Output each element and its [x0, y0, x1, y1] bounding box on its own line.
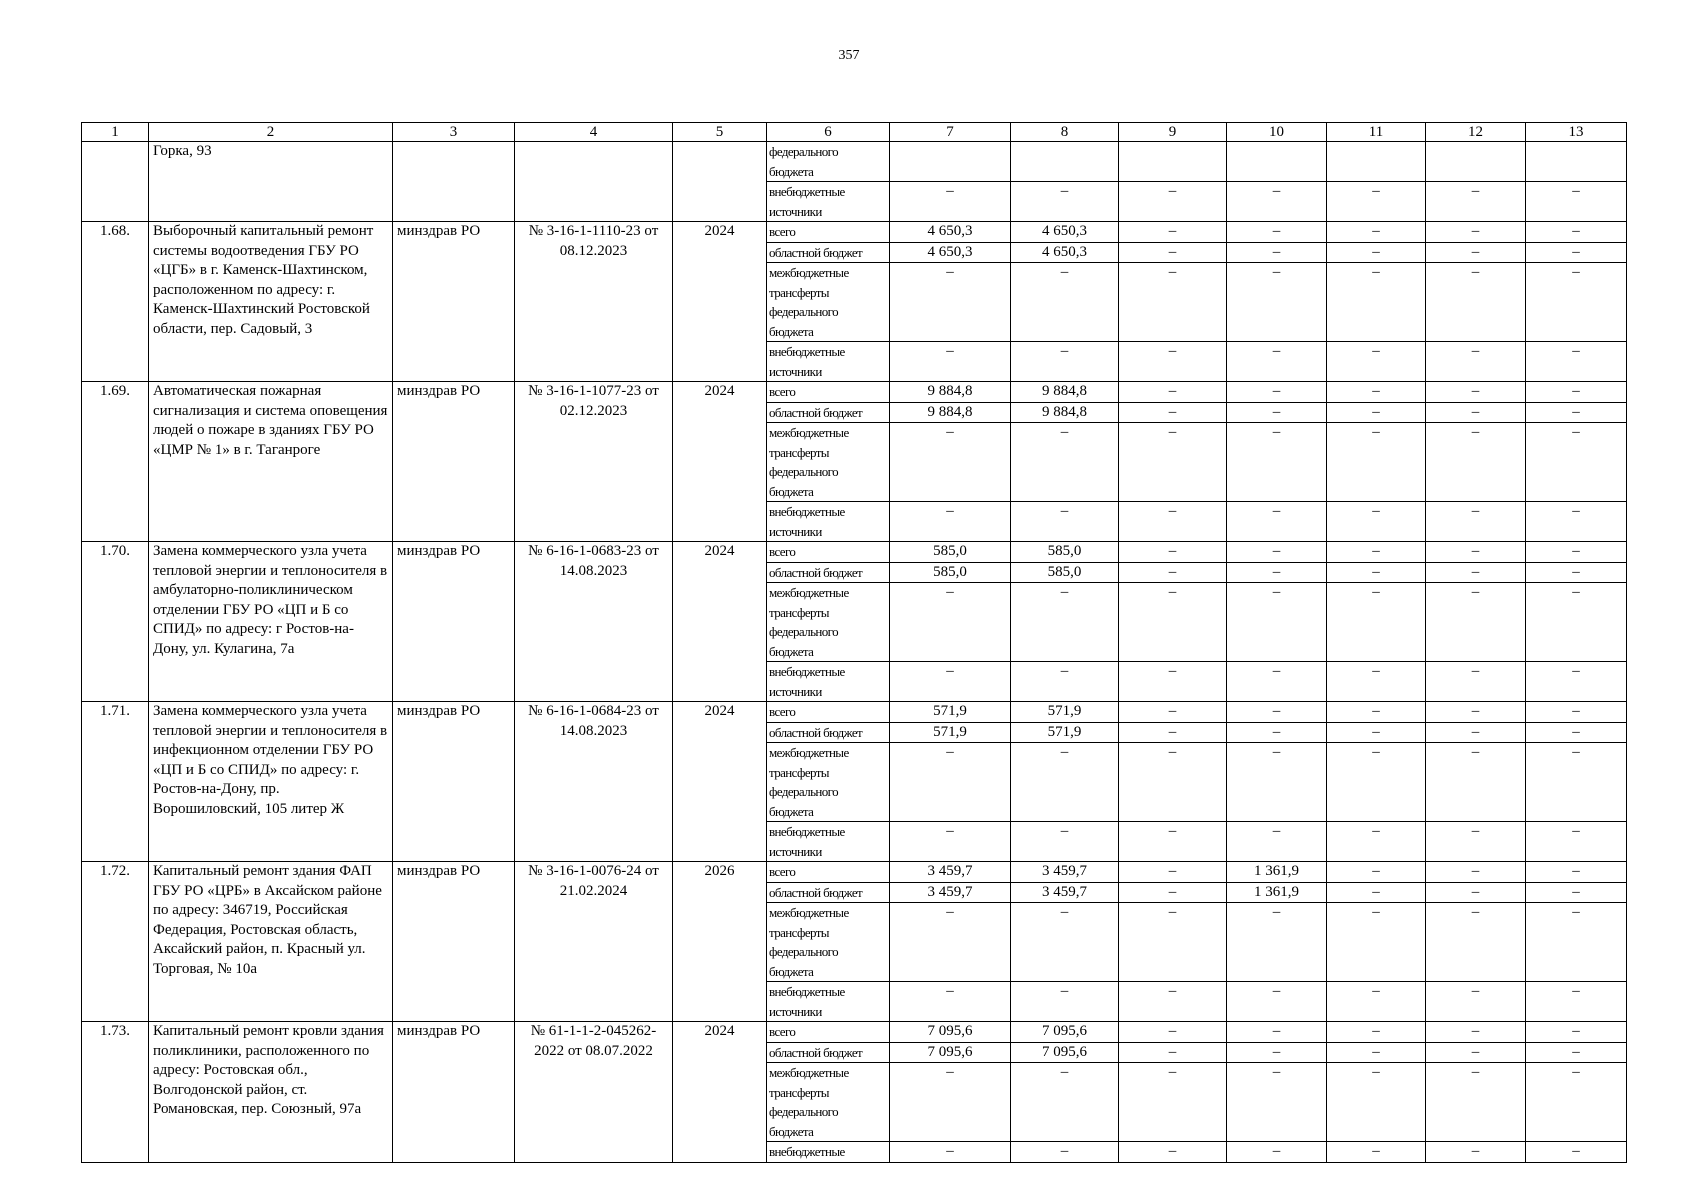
value-cell: –	[890, 182, 1011, 222]
value-cell: –	[1426, 182, 1526, 222]
value-cell: –	[1526, 342, 1627, 382]
table-row	[82, 222, 1627, 243]
funding-source: межбюджетные трансферты федерального бюджета	[767, 583, 890, 662]
value-cell: –	[1227, 542, 1327, 563]
table-body	[82, 123, 1627, 1163]
value-cell: –	[1327, 882, 1426, 903]
value-cell: –	[1426, 402, 1526, 423]
expertise-doc	[515, 142, 673, 222]
value-cell: –	[1227, 583, 1327, 662]
value-cell: –	[1119, 702, 1227, 723]
value-cell: –	[1119, 722, 1227, 743]
value-cell: –	[1227, 903, 1327, 982]
value-cell: –	[1426, 1142, 1526, 1163]
value-cell: –	[1327, 862, 1426, 883]
funding-source: внебюджетные источники	[767, 182, 890, 222]
funding-source: межбюджетные трансферты федерального бюджета	[767, 1063, 890, 1142]
value-cell: –	[1426, 722, 1526, 743]
value-cell: –	[1526, 562, 1627, 583]
value-cell: –	[1426, 882, 1526, 903]
value-cell: –	[1119, 502, 1227, 542]
responsible-org: минздрав РО	[393, 1022, 515, 1163]
value-cell: –	[1526, 722, 1627, 743]
value-cell: –	[1119, 662, 1227, 702]
value-cell: –	[1526, 502, 1627, 542]
value-cell: –	[1526, 542, 1627, 563]
value-cell: –	[1327, 743, 1426, 822]
value-cell: –	[890, 822, 1011, 862]
value-cell: –	[1426, 743, 1526, 822]
completion-year: 2024	[673, 702, 767, 862]
funding-source: областной бюджет	[767, 242, 890, 263]
value-cell: –	[1011, 182, 1119, 222]
value-cell: –	[1119, 903, 1227, 982]
value-cell: –	[1011, 743, 1119, 822]
column-header-12: 12	[1426, 123, 1526, 142]
value-cell: 7 095,6	[1011, 1022, 1119, 1043]
value-cell: –	[1119, 222, 1227, 243]
value-cell: –	[1119, 822, 1227, 862]
completion-year: 2024	[673, 1022, 767, 1163]
funding-source: межбюджетные трансферты федерального бюджета	[767, 423, 890, 502]
value-cell: –	[1011, 263, 1119, 342]
value-cell: –	[1426, 662, 1526, 702]
object-name: Капитальный ремонт здания ФАП ГБУ РО «ЦРБ» в Аксайском районе по адресу: 346719, Российская Федерация, Ростовская область, Аксайский район, п. Красный ул. Торговая, № 10а	[149, 862, 393, 1022]
table-row	[82, 862, 1627, 883]
value-cell: 9 884,8	[1011, 402, 1119, 423]
value-cell: –	[890, 743, 1011, 822]
value-cell: –	[1526, 1063, 1627, 1142]
value-cell: –	[1327, 903, 1426, 982]
value-cell: –	[1327, 822, 1426, 862]
value-cell: –	[1119, 583, 1227, 662]
value-cell: –	[1119, 542, 1227, 563]
value-cell: 3 459,7	[890, 882, 1011, 903]
column-header-11: 11	[1327, 123, 1426, 142]
column-header-10: 10	[1227, 123, 1327, 142]
value-cell: –	[890, 583, 1011, 662]
value-cell	[1119, 142, 1227, 182]
funding-source: всего	[767, 862, 890, 883]
value-cell	[890, 142, 1011, 182]
column-header-2: 2	[149, 123, 393, 142]
value-cell: –	[1327, 662, 1426, 702]
value-cell: –	[1227, 182, 1327, 222]
value-cell: –	[1426, 1022, 1526, 1043]
value-cell: 4 650,3	[890, 222, 1011, 243]
value-cell: –	[1327, 562, 1426, 583]
value-cell: 585,0	[890, 542, 1011, 563]
value-cell: –	[1119, 882, 1227, 903]
value-cell: 4 650,3	[1011, 242, 1119, 263]
object-name: Горка, 93	[149, 142, 393, 222]
value-cell: –	[1426, 423, 1526, 502]
responsible-org: минздрав РО	[393, 862, 515, 1022]
value-cell: –	[1011, 662, 1119, 702]
value-cell: –	[1119, 342, 1227, 382]
value-cell: –	[1426, 342, 1526, 382]
value-cell: –	[1526, 662, 1627, 702]
value-cell: 4 650,3	[1011, 222, 1119, 243]
value-cell: –	[1227, 562, 1327, 583]
value-cell: –	[1119, 982, 1227, 1022]
value-cell: 4 650,3	[890, 242, 1011, 263]
value-cell: –	[1227, 822, 1327, 862]
value-cell: –	[1119, 1063, 1227, 1142]
responsible-org: минздрав РО	[393, 702, 515, 862]
table-row	[82, 1022, 1627, 1043]
value-cell: –	[1119, 402, 1227, 423]
funding-source: федерального бюджета	[767, 142, 890, 182]
value-cell: –	[1011, 1063, 1119, 1142]
value-cell: –	[1011, 822, 1119, 862]
value-cell: –	[1227, 982, 1327, 1022]
value-cell: 1 361,9	[1227, 882, 1327, 903]
value-cell: –	[1526, 982, 1627, 1022]
funding-source: межбюджетные трансферты федерального бюджета	[767, 903, 890, 982]
value-cell: –	[1327, 722, 1426, 743]
completion-year: 2024	[673, 382, 767, 542]
expertise-doc: № 6-16-1-0683-23 от 14.08.2023	[515, 542, 673, 702]
value-cell: –	[1227, 402, 1327, 423]
object-name: Замена коммерческого узла учета тепловой энергии и теплоносителя в инфекционном отделении ГБУ РО «ЦП и Б со СПИД» по адресу: г. Ростов-на-Дону, пр. Ворошиловский, 105 литер Ж	[149, 702, 393, 862]
value-cell: –	[1011, 982, 1119, 1022]
responsible-org	[393, 142, 515, 222]
value-cell: –	[1327, 382, 1426, 403]
value-cell: –	[1426, 242, 1526, 263]
value-cell: 9 884,8	[1011, 382, 1119, 403]
value-cell: –	[890, 502, 1011, 542]
value-cell: –	[890, 1063, 1011, 1142]
value-cell: –	[1526, 743, 1627, 822]
table-row	[82, 142, 1627, 182]
value-cell: 571,9	[1011, 722, 1119, 743]
value-cell: –	[1327, 1022, 1426, 1043]
column-header-5: 5	[673, 123, 767, 142]
value-cell: –	[1327, 1142, 1426, 1163]
row-number	[82, 142, 149, 222]
funding-source: межбюджетные трансферты федерального бюджета	[767, 263, 890, 342]
value-cell: –	[1327, 222, 1426, 243]
row-number: 1.73.	[82, 1022, 149, 1163]
value-cell: –	[890, 342, 1011, 382]
funding-source: областной бюджет	[767, 562, 890, 583]
value-cell: –	[1227, 1042, 1327, 1063]
expertise-doc: № 6-16-1-0684-23 от 14.08.2023	[515, 702, 673, 862]
value-cell: –	[1119, 1042, 1227, 1063]
row-number: 1.72.	[82, 862, 149, 1022]
value-cell: –	[890, 263, 1011, 342]
value-cell: –	[1327, 1063, 1426, 1142]
funding-source: всего	[767, 702, 890, 723]
value-cell: –	[1426, 222, 1526, 243]
value-cell	[1526, 142, 1627, 182]
value-cell: –	[1426, 382, 1526, 403]
value-cell: –	[1426, 1063, 1526, 1142]
value-cell: 585,0	[890, 562, 1011, 583]
page-number: 357	[838, 48, 860, 63]
value-cell: –	[1011, 1142, 1119, 1163]
value-cell: –	[1119, 263, 1227, 342]
value-cell: –	[890, 903, 1011, 982]
value-cell: –	[1227, 662, 1327, 702]
value-cell: –	[1227, 702, 1327, 723]
column-header-3: 3	[393, 123, 515, 142]
column-header-13: 13	[1526, 123, 1627, 142]
value-cell: –	[1526, 903, 1627, 982]
value-cell: –	[1227, 502, 1327, 542]
value-cell: –	[890, 1142, 1011, 1163]
value-cell: –	[1227, 382, 1327, 403]
column-header-8: 8	[1011, 123, 1119, 142]
value-cell: –	[1011, 583, 1119, 662]
value-cell: –	[1119, 182, 1227, 222]
value-cell: –	[1327, 342, 1426, 382]
value-cell: –	[1327, 1042, 1426, 1063]
value-cell: –	[890, 982, 1011, 1022]
value-cell: –	[1526, 382, 1627, 403]
value-cell: –	[1327, 583, 1426, 662]
value-cell	[1327, 142, 1426, 182]
value-cell: –	[1526, 1022, 1627, 1043]
value-cell: –	[890, 662, 1011, 702]
value-cell: –	[1227, 1063, 1327, 1142]
value-cell: –	[1327, 982, 1426, 1022]
value-cell: –	[1011, 342, 1119, 382]
value-cell: –	[1426, 562, 1526, 583]
value-cell: –	[1526, 862, 1627, 883]
value-cell: –	[1526, 423, 1627, 502]
value-cell: –	[1227, 1022, 1327, 1043]
object-name: Выборочный капитальный ремонт системы водоотведения ГБУ РО «ЦГБ» в г. Каменск-Шахтинском, расположенном по адресу: г. Каменск-Шахтинский Ростовской области, пер. Садовый, 3	[149, 222, 393, 382]
funding-source: внебюджетные источники	[767, 822, 890, 862]
value-cell: 3 459,7	[1011, 882, 1119, 903]
value-cell	[1227, 142, 1327, 182]
object-name: Замена коммерческого узла учета тепловой энергии и теплоносителя в амбулаторно-поликлиническом отделении ГБУ РО «ЦП и Б со СПИД» по адресу: г Ростов-на-Дону, ул. Кулагина, 7а	[149, 542, 393, 702]
funding-source: межбюджетные трансферты федерального бюджета	[767, 743, 890, 822]
object-name: Капитальный ремонт кровли здания поликлиники, расположенного по адресу: Ростовская обл., Волгодонской район, ст. Романовская, пер. Союзный, 97а	[149, 1022, 393, 1163]
completion-year: 2024	[673, 542, 767, 702]
value-cell: –	[1426, 982, 1526, 1022]
value-cell: –	[1526, 222, 1627, 243]
funding-source: всего	[767, 222, 890, 243]
value-cell: –	[1011, 423, 1119, 502]
object-name: Автоматическая пожарная сигнализация и система оповещения людей о пожаре в зданиях ГБУ РО «ЦМР № 1» в г. Таганроге	[149, 382, 393, 542]
funding-source: областной бюджет	[767, 1042, 890, 1063]
funding-source: внебюджетные источники	[767, 342, 890, 382]
value-cell: –	[1526, 583, 1627, 662]
value-cell: –	[1426, 702, 1526, 723]
funding-source: областной бюджет	[767, 722, 890, 743]
value-cell: –	[1119, 1142, 1227, 1163]
value-cell: 585,0	[1011, 562, 1119, 583]
row-number: 1.69.	[82, 382, 149, 542]
row-number: 1.70.	[82, 542, 149, 702]
responsible-org: минздрав РО	[393, 222, 515, 382]
value-cell: –	[1327, 423, 1426, 502]
table-row	[82, 542, 1627, 563]
value-cell: –	[1119, 242, 1227, 263]
column-header-7: 7	[890, 123, 1011, 142]
column-header-9: 9	[1119, 123, 1227, 142]
value-cell: –	[1227, 423, 1327, 502]
funding-source: внебюджетные источники	[767, 982, 890, 1022]
value-cell: –	[1227, 743, 1327, 822]
value-cell: –	[1426, 542, 1526, 563]
completion-year: 2024	[673, 222, 767, 382]
value-cell: 9 884,8	[890, 402, 1011, 423]
funding-source: всего	[767, 1022, 890, 1043]
value-cell: 571,9	[890, 722, 1011, 743]
completion-year	[673, 142, 767, 222]
column-number-header	[82, 123, 1627, 142]
value-cell: –	[1227, 242, 1327, 263]
value-cell: –	[1327, 263, 1426, 342]
value-cell: –	[1327, 402, 1426, 423]
value-cell: –	[1526, 242, 1627, 263]
column-header-6: 6	[767, 123, 890, 142]
value-cell: 3 459,7	[890, 862, 1011, 883]
value-cell: –	[1227, 263, 1327, 342]
expertise-doc: № 3-16-1-1077-23 от 02.12.2023	[515, 382, 673, 542]
value-cell: –	[1327, 182, 1426, 222]
value-cell: –	[1426, 822, 1526, 862]
value-cell: –	[1327, 702, 1426, 723]
budget-table	[81, 122, 1627, 1163]
value-cell: –	[1227, 722, 1327, 743]
funding-source: областной бюджет	[767, 882, 890, 903]
value-cell: –	[1227, 222, 1327, 243]
column-header-1: 1	[82, 123, 149, 142]
value-cell: –	[1526, 702, 1627, 723]
value-cell: –	[1526, 1142, 1627, 1163]
value-cell: 9 884,8	[890, 382, 1011, 403]
value-cell: –	[1526, 263, 1627, 342]
value-cell: –	[1327, 542, 1426, 563]
row-number: 1.71.	[82, 702, 149, 862]
responsible-org: минздрав РО	[393, 542, 515, 702]
value-cell: –	[1119, 1022, 1227, 1043]
column-header-4: 4	[515, 123, 673, 142]
value-cell: 7 095,6	[890, 1042, 1011, 1063]
value-cell: –	[1526, 402, 1627, 423]
funding-source: всего	[767, 542, 890, 563]
value-cell: –	[1327, 502, 1426, 542]
value-cell: –	[1119, 743, 1227, 822]
value-cell: 7 095,6	[1011, 1042, 1119, 1063]
value-cell: 1 361,9	[1227, 862, 1327, 883]
table-row	[82, 382, 1627, 403]
value-cell: –	[1426, 903, 1526, 982]
responsible-org: минздрав РО	[393, 382, 515, 542]
value-cell: –	[1526, 822, 1627, 862]
value-cell: 3 459,7	[1011, 862, 1119, 883]
value-cell: 585,0	[1011, 542, 1119, 563]
funding-source: областной бюджет	[767, 402, 890, 423]
row-number: 1.68.	[82, 222, 149, 382]
value-cell: –	[1011, 502, 1119, 542]
value-cell: –	[1526, 182, 1627, 222]
funding-source: всего	[767, 382, 890, 403]
value-cell: –	[1426, 263, 1526, 342]
value-cell: –	[1327, 242, 1426, 263]
funding-source: внебюджетные источники	[767, 502, 890, 542]
value-cell: –	[1011, 903, 1119, 982]
value-cell: –	[1426, 862, 1526, 883]
value-cell: –	[1426, 502, 1526, 542]
value-cell	[1426, 142, 1526, 182]
value-cell: 571,9	[890, 702, 1011, 723]
value-cell: –	[1526, 1042, 1627, 1063]
value-cell: –	[1227, 1142, 1327, 1163]
expertise-doc: № 3-16-1-1110-23 от 08.12.2023	[515, 222, 673, 382]
value-cell: –	[1119, 382, 1227, 403]
value-cell: –	[1426, 583, 1526, 662]
expertise-doc: № 61-1-1-2-045262-2022 от 08.07.2022	[515, 1022, 673, 1163]
value-cell: 7 095,6	[890, 1022, 1011, 1043]
funding-source: внебюджетные источники	[767, 662, 890, 702]
value-cell: –	[1227, 342, 1327, 382]
completion-year: 2026	[673, 862, 767, 1022]
value-cell: –	[890, 423, 1011, 502]
value-cell	[1011, 142, 1119, 182]
value-cell: –	[1119, 562, 1227, 583]
table-row	[82, 702, 1627, 723]
value-cell: –	[1526, 882, 1627, 903]
expertise-doc: № 3-16-1-0076-24 от 21.02.2024	[515, 862, 673, 1022]
value-cell: –	[1426, 1042, 1526, 1063]
value-cell: –	[1119, 423, 1227, 502]
funding-source: внебюджетные	[767, 1142, 890, 1163]
value-cell: –	[1119, 862, 1227, 883]
value-cell: 571,9	[1011, 702, 1119, 723]
